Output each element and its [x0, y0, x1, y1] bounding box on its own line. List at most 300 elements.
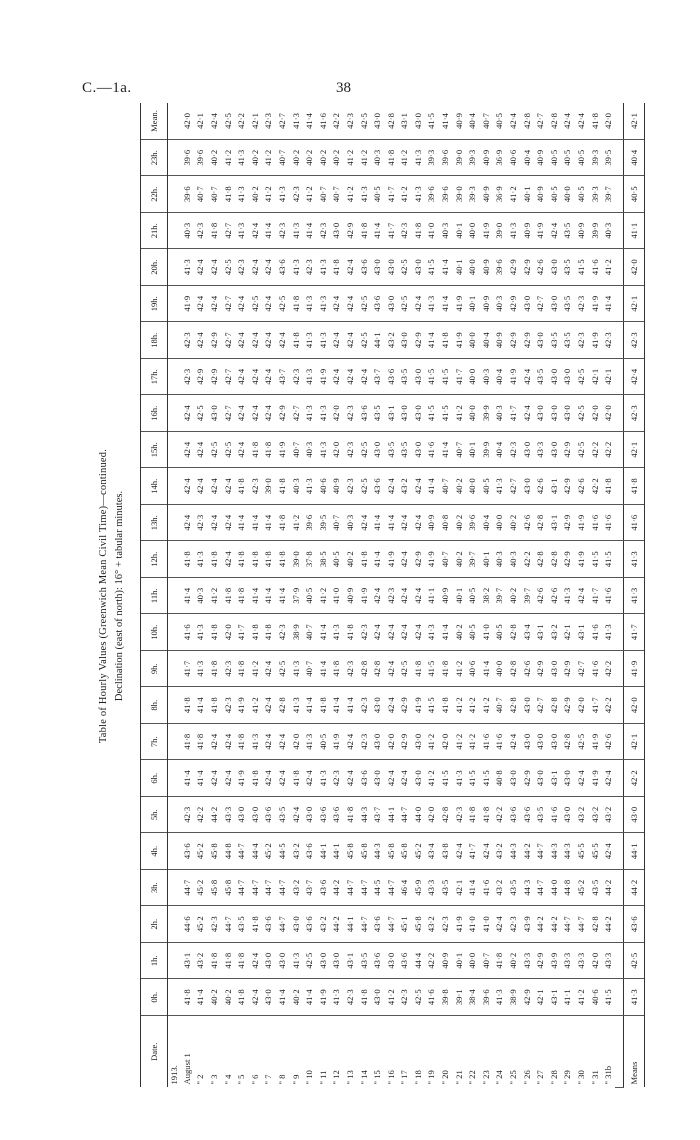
- row-date: " 17: [399, 1070, 410, 1085]
- document-reference: C.—1a.: [82, 80, 132, 96]
- table-cell: 43·0: [370, 432, 384, 469]
- table-cell: 39·0: [493, 213, 507, 250]
- table-cell: 42·4: [357, 505, 371, 542]
- table-cell: 42·3: [207, 906, 221, 943]
- table-cell: 40·7: [330, 505, 344, 542]
- row-date: " 7: [263, 1074, 274, 1085]
- table-cell: 42·5: [221, 249, 235, 286]
- table-cell: 39·7: [520, 578, 534, 615]
- table-cell: 43·0: [411, 103, 425, 140]
- table-cell: 43·0: [384, 943, 398, 980]
- table-cell: 43·0: [262, 943, 276, 980]
- table-cell: 43·0: [207, 395, 221, 432]
- column-header: 17h.: [141, 359, 168, 396]
- table-cell: 42·9: [561, 505, 575, 542]
- table-cell: 43·2: [588, 797, 602, 834]
- table-cell: 41·4: [601, 286, 615, 323]
- table-cell: 40·0: [493, 505, 507, 542]
- table-cell: 43·2: [289, 833, 303, 870]
- table-cell: 43·6: [370, 286, 384, 323]
- table-cell: 42·9: [520, 760, 534, 797]
- table-cell: 40·3: [601, 213, 615, 250]
- table-cell: 42·6: [520, 651, 534, 688]
- table-cell: 41·2: [289, 505, 303, 542]
- table-cell: 40·1: [452, 213, 466, 250]
- table-row: [465, 103, 479, 1088]
- table-cell: 41·4: [302, 103, 316, 140]
- table-cell: 42·3: [221, 687, 235, 724]
- table-cell: 40·5: [493, 614, 507, 651]
- table-cell: 42·3: [357, 687, 371, 724]
- table-cell: 41·9: [411, 687, 425, 724]
- table-cell: 43·5: [398, 359, 412, 396]
- table-cell: 41·6: [425, 432, 439, 469]
- table-cell: 40·1: [465, 432, 479, 469]
- table-cell: 45·2: [574, 870, 588, 907]
- table-cell: 42·5: [574, 432, 588, 469]
- table-cell: 42·2: [520, 541, 534, 578]
- table-cell: 44·1: [370, 322, 384, 359]
- table-cell: 42·4: [234, 432, 248, 469]
- table-cell: 41·4: [370, 213, 384, 250]
- table-cell: 39·6: [438, 140, 452, 177]
- table-cell: 45·2: [194, 870, 208, 907]
- column-header: 20h.: [141, 249, 168, 286]
- table-cell: 41·0: [330, 578, 344, 615]
- table-cell: 41·6: [588, 505, 602, 542]
- table-cell: 41·8: [438, 322, 452, 359]
- table-cell: 41·5: [425, 359, 439, 396]
- table-cell: 43·5: [357, 943, 371, 980]
- table-cell: 42·4: [262, 687, 276, 724]
- row-date: " 23: [480, 1070, 491, 1085]
- table-cell: 42·7: [275, 103, 289, 140]
- table-cell: 41·2: [398, 140, 412, 177]
- column-header: 7h.: [141, 724, 168, 761]
- column-header: 21h.: [141, 213, 168, 250]
- table-cell: 43·0: [289, 906, 303, 943]
- table-cell: 41·6: [479, 870, 493, 907]
- table-cell: 42·2: [601, 687, 615, 724]
- table-cell: 42·9: [533, 651, 547, 688]
- table-cell: 42·8: [588, 906, 602, 943]
- table-cell: 37·8: [302, 541, 316, 578]
- table-cell: 42·4: [520, 395, 534, 432]
- table-cell: 42·8: [506, 614, 520, 651]
- table-cell: 43·0: [370, 103, 384, 140]
- table-cell: 40·9: [425, 505, 439, 542]
- table-cell: 40·0: [465, 322, 479, 359]
- table-cell: 41·4: [438, 249, 452, 286]
- table-cell: 42·4: [343, 760, 357, 797]
- table-cell: 42·0: [289, 724, 303, 761]
- row-date: " 26: [521, 1070, 532, 1085]
- means-cell: 41·6: [624, 505, 645, 542]
- row-date: " 11: [317, 1070, 328, 1085]
- column-header: 6h.: [141, 760, 168, 797]
- table-cell: 42·2: [493, 797, 507, 834]
- table-cell: 45·8: [384, 833, 398, 870]
- row-date: " 12: [331, 1070, 342, 1085]
- table-cell: 41·6: [316, 103, 330, 140]
- table-cell: 41·5: [465, 760, 479, 797]
- table-cell: 42·2: [588, 468, 602, 505]
- table-cell: 43·0: [561, 760, 575, 797]
- table-cell: 44·7: [384, 906, 398, 943]
- table-cell: 42·4: [207, 468, 221, 505]
- table-cell: 43·0: [370, 724, 384, 761]
- table-cell: 41·9: [275, 432, 289, 469]
- table-cell: 43·9: [520, 906, 534, 943]
- table-cell: 41·5: [425, 249, 439, 286]
- table-cell: 39·9: [588, 213, 602, 250]
- table-cell: 44·7: [574, 906, 588, 943]
- table-cell: 40·8: [438, 505, 452, 542]
- table-cell: 43·0: [547, 286, 561, 323]
- table-cell: 40·5: [574, 140, 588, 177]
- table-cell: 40·7: [452, 432, 466, 469]
- table-cell: 42·0: [588, 395, 602, 432]
- table-cell: 40·3: [289, 468, 303, 505]
- table-cell: 41·2: [465, 724, 479, 761]
- table-cell: 40·4: [493, 432, 507, 469]
- table-cell: 39·7: [493, 578, 507, 615]
- table-cell: 42·8: [357, 651, 371, 688]
- table-cell: 44·7: [357, 906, 371, 943]
- table-cell: 42·1: [588, 359, 602, 396]
- table-cell: 43·1: [398, 103, 412, 140]
- table-cell: 44·1: [316, 833, 330, 870]
- table-cell: 43·6: [357, 395, 371, 432]
- table-cell: 40·9: [520, 213, 534, 250]
- table-cell: 43·5: [561, 249, 575, 286]
- table-cell: 41·8: [357, 979, 371, 1016]
- table-cell: 44·7: [248, 870, 262, 907]
- table-cell: 41·8: [289, 322, 303, 359]
- table-cell: 43·6: [384, 359, 398, 396]
- means-label: Means: [624, 1016, 645, 1088]
- table-cell: 42·3: [234, 249, 248, 286]
- table-cell: 43·0: [330, 213, 344, 250]
- table-cell: 43·1: [343, 943, 357, 980]
- table-cell: 43·3: [574, 943, 588, 980]
- table-cell: 43·6: [180, 833, 194, 870]
- table-cell: 42·4: [398, 541, 412, 578]
- table-cell: 42·9: [561, 651, 575, 688]
- table-cell: 42·6: [601, 724, 615, 761]
- table-cell: 44·2: [330, 870, 344, 907]
- table-cell: 40·3: [370, 140, 384, 177]
- table-cell: 41·8: [330, 249, 344, 286]
- table-cell: 40·3: [194, 578, 208, 615]
- table-cell: 42·8: [533, 541, 547, 578]
- table-cell: 42·3: [221, 651, 235, 688]
- table-cell: 42·7: [533, 687, 547, 724]
- table-cell: 42·4: [411, 505, 425, 542]
- table-cell: 41·4: [425, 468, 439, 505]
- table-cell: 40·4: [520, 140, 534, 177]
- table-cell: 43·0: [547, 432, 561, 469]
- means-cell: 42·3: [624, 322, 645, 359]
- table-row: [574, 103, 588, 1088]
- table-cell: 42·9: [561, 687, 575, 724]
- table-cell: 41·2: [452, 395, 466, 432]
- table-cell: 45·5: [574, 833, 588, 870]
- table-cell: 41·2: [384, 979, 398, 1016]
- table-cell: 41·6: [425, 979, 439, 1016]
- table-cell: 42·1: [248, 103, 262, 140]
- table-cell: 41·8: [588, 103, 602, 140]
- table-cell: 43·0: [370, 760, 384, 797]
- table-cell: 42·4: [343, 724, 357, 761]
- table-cell: 42·2: [425, 943, 439, 980]
- table-cell: 40·7: [438, 541, 452, 578]
- table-cell: 43·1: [384, 395, 398, 432]
- table-cell: 43·0: [384, 249, 398, 286]
- table-cell: 45·9: [411, 870, 425, 907]
- means-cell: 41·9: [624, 651, 645, 688]
- column-header: 11h.: [141, 578, 168, 615]
- table-cell: 43·0: [533, 760, 547, 797]
- table-cell: 41·5: [479, 760, 493, 797]
- table-cell: 41·7: [588, 687, 602, 724]
- table-cell: 41·3: [601, 614, 615, 651]
- table-cell: 41·8: [207, 687, 221, 724]
- table-cell: 42·5: [398, 651, 412, 688]
- table-cell: 42·9: [561, 468, 575, 505]
- row-date: " 15: [372, 1070, 383, 1085]
- table-cell: 43·2: [547, 614, 561, 651]
- table-cell: 44·3: [547, 833, 561, 870]
- table-cell: 42·4: [370, 614, 384, 651]
- table-cell: 42·4: [262, 249, 276, 286]
- table-cell: 41·8: [180, 724, 194, 761]
- row-date: August 1: [181, 1053, 192, 1085]
- table-cell: 41·7: [588, 578, 602, 615]
- table-cell: 42·3: [343, 395, 357, 432]
- table-cell: 41·9: [384, 541, 398, 578]
- table-cell: 43·0: [533, 322, 547, 359]
- column-header: 23h.: [141, 140, 168, 177]
- table-cell: 40·2: [248, 176, 262, 213]
- table-cell: 45·2: [194, 906, 208, 943]
- table-cell: 43·6: [370, 943, 384, 980]
- table-cell: 41·3: [289, 687, 303, 724]
- table-cell: 40·2: [289, 979, 303, 1016]
- table-cell: 39·5: [316, 505, 330, 542]
- table-cell: 42·5: [248, 286, 262, 323]
- table-cell: 44·4: [411, 943, 425, 980]
- table-cell: 43·0: [330, 943, 344, 980]
- table-cell: 42·4: [248, 322, 262, 359]
- table-cell: 42·3: [506, 432, 520, 469]
- table-cell: 41·3: [452, 760, 466, 797]
- table-cell: 41·7: [234, 614, 248, 651]
- table-cell: 42·3: [384, 578, 398, 615]
- table-cell: 42·4: [180, 432, 194, 469]
- table-cell: 45·8: [357, 833, 371, 870]
- table-cell: 43·1: [574, 614, 588, 651]
- table-cell: 41·9: [588, 322, 602, 359]
- table-cell: 42·4: [452, 833, 466, 870]
- table-cell: 41·9: [479, 213, 493, 250]
- table-cell: 43·5: [533, 359, 547, 396]
- table-cell: 39·9: [479, 395, 493, 432]
- table-cell: 42·5: [574, 724, 588, 761]
- table-cell: 39·6: [465, 505, 479, 542]
- table-cell: 42·4: [411, 286, 425, 323]
- table-cell: 44·7: [234, 870, 248, 907]
- table-cell: 43·4: [425, 833, 439, 870]
- table-cell: 43·0: [248, 797, 262, 834]
- table-cell: 43·5: [234, 906, 248, 943]
- table-cell: 42·2: [601, 432, 615, 469]
- table-cell: 40·9: [479, 286, 493, 323]
- table-cell: 42·9: [520, 979, 534, 1016]
- table-cell: 39·9: [479, 432, 493, 469]
- table-cell: 41·3: [411, 176, 425, 213]
- table-cell: 41·8: [316, 687, 330, 724]
- table-cell: 42·4: [574, 578, 588, 615]
- table-cell: 42·2: [588, 432, 602, 469]
- table-cell: 40·9: [438, 943, 452, 980]
- table-cell: 41·9: [588, 286, 602, 323]
- table-cell: 44·0: [411, 797, 425, 834]
- row-date: " 8: [276, 1074, 287, 1085]
- table-cell: 41·4: [248, 578, 262, 615]
- table-cell: 41·4: [234, 505, 248, 542]
- table-cell: 40·1: [452, 943, 466, 980]
- table-cell: 42·4: [207, 760, 221, 797]
- table-cell: 38·5: [316, 541, 330, 578]
- table-cell: 44·1: [343, 906, 357, 943]
- table-cell: 41·8: [479, 797, 493, 834]
- table-cell: 40·5: [465, 614, 479, 651]
- table-cell: 39·0: [262, 468, 276, 505]
- table-cell: 42·4: [194, 249, 208, 286]
- row-date: " 6: [249, 1074, 260, 1085]
- table-cell: 42·7: [221, 213, 235, 250]
- table-cell: 39·0: [452, 140, 466, 177]
- table-row: [411, 103, 425, 1088]
- table-cell: 40·9: [479, 249, 493, 286]
- table-cell: 42·4: [194, 286, 208, 323]
- table-cell: 41·0: [479, 614, 493, 651]
- table-cell: 42·7: [221, 359, 235, 396]
- means-cell: 41·7: [624, 614, 645, 651]
- table-cell: 43·0: [520, 286, 534, 323]
- table-cell: 42·4: [411, 468, 425, 505]
- table-cell: 42·4: [207, 103, 221, 140]
- means-cell: 41·3: [624, 578, 645, 615]
- table-cell: 42·3: [180, 797, 194, 834]
- table-cell: 41·7: [384, 176, 398, 213]
- table-cell: 43·6: [357, 760, 371, 797]
- table-cell: 43·5: [275, 797, 289, 834]
- table-cell: 42·5: [275, 651, 289, 688]
- table-cell: 43·5: [561, 322, 575, 359]
- means-cell: 43·6: [624, 906, 645, 943]
- table-cell: 41·8: [601, 468, 615, 505]
- table-cell: 42·6: [533, 578, 547, 615]
- table-cell: 42·4: [384, 687, 398, 724]
- table-cell: 42·7: [533, 103, 547, 140]
- table-cell: 42·5: [207, 432, 221, 469]
- column-header: 15h.: [141, 432, 168, 469]
- table-cell: 43·5: [533, 797, 547, 834]
- table-cell: 42·8: [438, 797, 452, 834]
- table-cell: 42·5: [411, 979, 425, 1016]
- table-cell: 42·9: [411, 322, 425, 359]
- table-cell: 42·4: [194, 468, 208, 505]
- table-cell: 43·2: [289, 870, 303, 907]
- table-cell: 42·4: [262, 286, 276, 323]
- table-cell: 42·5: [357, 322, 371, 359]
- table-cell: 42·8: [506, 687, 520, 724]
- table-cell: 41·2: [452, 687, 466, 724]
- table-cell: 42·4: [411, 578, 425, 615]
- table-cell: 41·3: [194, 651, 208, 688]
- table-cell: 39·6: [302, 505, 316, 542]
- table-cell: 44·3: [561, 833, 575, 870]
- row-date: " 18: [412, 1070, 423, 1085]
- table-cell: 41·2: [601, 249, 615, 286]
- table-cell: 44·2: [547, 906, 561, 943]
- table-cell: 44·3: [506, 833, 520, 870]
- table-cell: 42·7: [289, 395, 303, 432]
- table-cell: 41·1: [425, 578, 439, 615]
- table-cell: 40·7: [316, 176, 330, 213]
- table-cell: 43·0: [411, 249, 425, 286]
- table-cell: 41·2: [316, 578, 330, 615]
- column-header: 2h.: [141, 906, 168, 943]
- table-cell: 42·4: [370, 578, 384, 615]
- table-cell: 43·0: [398, 322, 412, 359]
- table-cell: 43·0: [561, 359, 575, 396]
- table-cell: 42·4: [262, 359, 276, 396]
- row-date: " 16: [385, 1070, 396, 1085]
- table-cell: 44·7: [262, 870, 276, 907]
- table-cell: 43·0: [533, 724, 547, 761]
- table-cell: 42·5: [302, 943, 316, 980]
- table-cell: 39·6: [493, 249, 507, 286]
- table-row: [520, 103, 534, 1088]
- table-cell: 40·7: [493, 687, 507, 724]
- table-cell: 42·9: [343, 213, 357, 250]
- table-cell: 40·5: [574, 176, 588, 213]
- table-cell: 43·2: [574, 797, 588, 834]
- table-row: [180, 103, 194, 1088]
- column-header: 1h.: [141, 943, 168, 980]
- table-cell: 42·4: [221, 541, 235, 578]
- table-cell: 42·4: [248, 979, 262, 1016]
- table-cell: 41·9: [588, 724, 602, 761]
- table-cell: 41·4: [438, 614, 452, 651]
- table-cell: 41·8: [343, 797, 357, 834]
- table-cell: 42·7: [221, 286, 235, 323]
- hourly-values-table: [140, 103, 645, 1088]
- table-cell: 40·4: [479, 505, 493, 542]
- table-cell: 42·9: [561, 541, 575, 578]
- means-cell: 41·8: [624, 468, 645, 505]
- table-cell: 42·4: [180, 505, 194, 542]
- table-cell: 43·6: [506, 797, 520, 834]
- table-cell: 42·4: [547, 213, 561, 250]
- table-cell: 41·8: [234, 578, 248, 615]
- table-cell: 42·4: [207, 724, 221, 761]
- table-cell: 41·8: [275, 541, 289, 578]
- table-cell: 41·9: [588, 760, 602, 797]
